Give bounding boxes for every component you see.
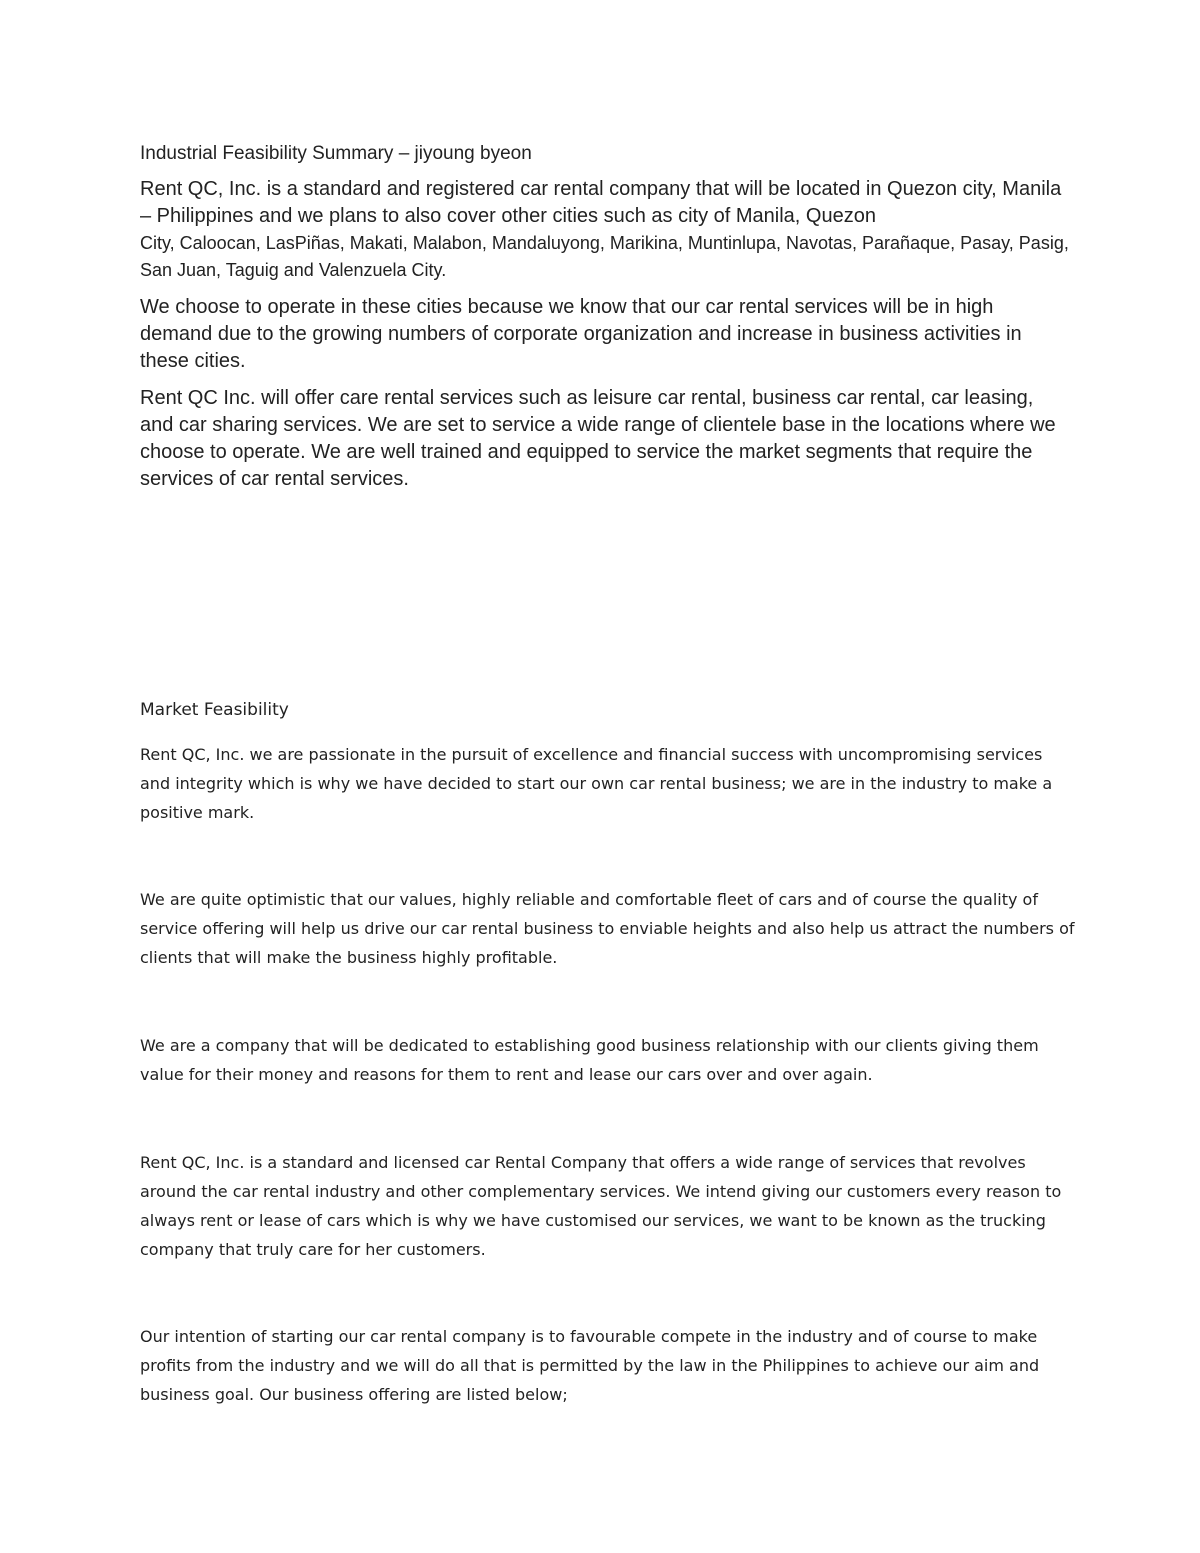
market-feasibility-section: [140, 696, 1075, 1404]
industrial-paragraph-1-cities: City, Caloocan, LasPiñas, Makati, Malabon, Mandaluyong, Marikina, Muntinlupa, Navotas, Parañaque, Pasay, Pasig, San Juan, Taguig and Valenzuela City.: [140, 233, 1069, 280]
market-feasibility-title: Market Feasibility: [140, 700, 289, 720]
industrial-feasibility-title: Industrial Feasibility Summary – jiyoung byeon: [140, 143, 532, 164]
market-paragraph-3: We are a company that will be dedicated to establishing good business relationship with our clients giving them value for their money and reasons for them to rent and lease our cars over and over again.: [140, 1036, 1039, 1084]
market-paragraph-5: Our intention of starting our car rental company is to favourable compete in the industry and of course to make profits from the industry and we will do all that is permitted by the law in the Philippines to achieve our aim and business goal. Our business offering are listed below;: [140, 1327, 1040, 1404]
market-paragraph-2: We are quite optimistic that our values, highly reliable and comfortable fleet of cars and of course the quality of service offering will help us drive our car rental business to enviable heights and also help us attract the numbers of clients that will make the business highly profitable.: [140, 890, 1075, 967]
industrial-paragraph-3: Rent QC Inc. will offer care rental services such as leisure car rental, business car rental, car leasing, and car sharing services. We are set to service a wide range of clientele base in the locations where we choose to operate. We are well trained and equipped to service the market segments that require the services of car rental services.: [140, 387, 1056, 490]
industrial-feasibility-section: [140, 140, 1070, 503]
industrial-paragraph-1: [140, 176, 1070, 284]
market-paragraph-1: Rent QC, Inc. we are passionate in the pursuit of excellence and financial success with uncompromising services and integrity which is why we have decided to start our own car rental business; we are in the industry to make a positive mark.: [140, 745, 1053, 822]
industrial-paragraph-2: We choose to operate in these cities because we know that our car rental services will be in high demand due to the growing numbers of corporate organization and increase in business activities in these cities.: [140, 296, 1022, 372]
market-paragraph-4: Rent QC, Inc. is a standard and licensed car Rental Company that offers a wide range of services that revolves around the car rental industry and other complementary services. We intend giving our customers every reason to always rent or lease of cars which is why we have customised our services, we want to be known as the trucking company that truly care for her customers.: [140, 1153, 1062, 1259]
industrial-paragraph-1-main: Rent QC, Inc. is a standard and registered car rental company that will be located in Quezon city, Manila – Philippines and we plans to also cover other cities such as city of Manila, Quezon: [140, 178, 1062, 227]
